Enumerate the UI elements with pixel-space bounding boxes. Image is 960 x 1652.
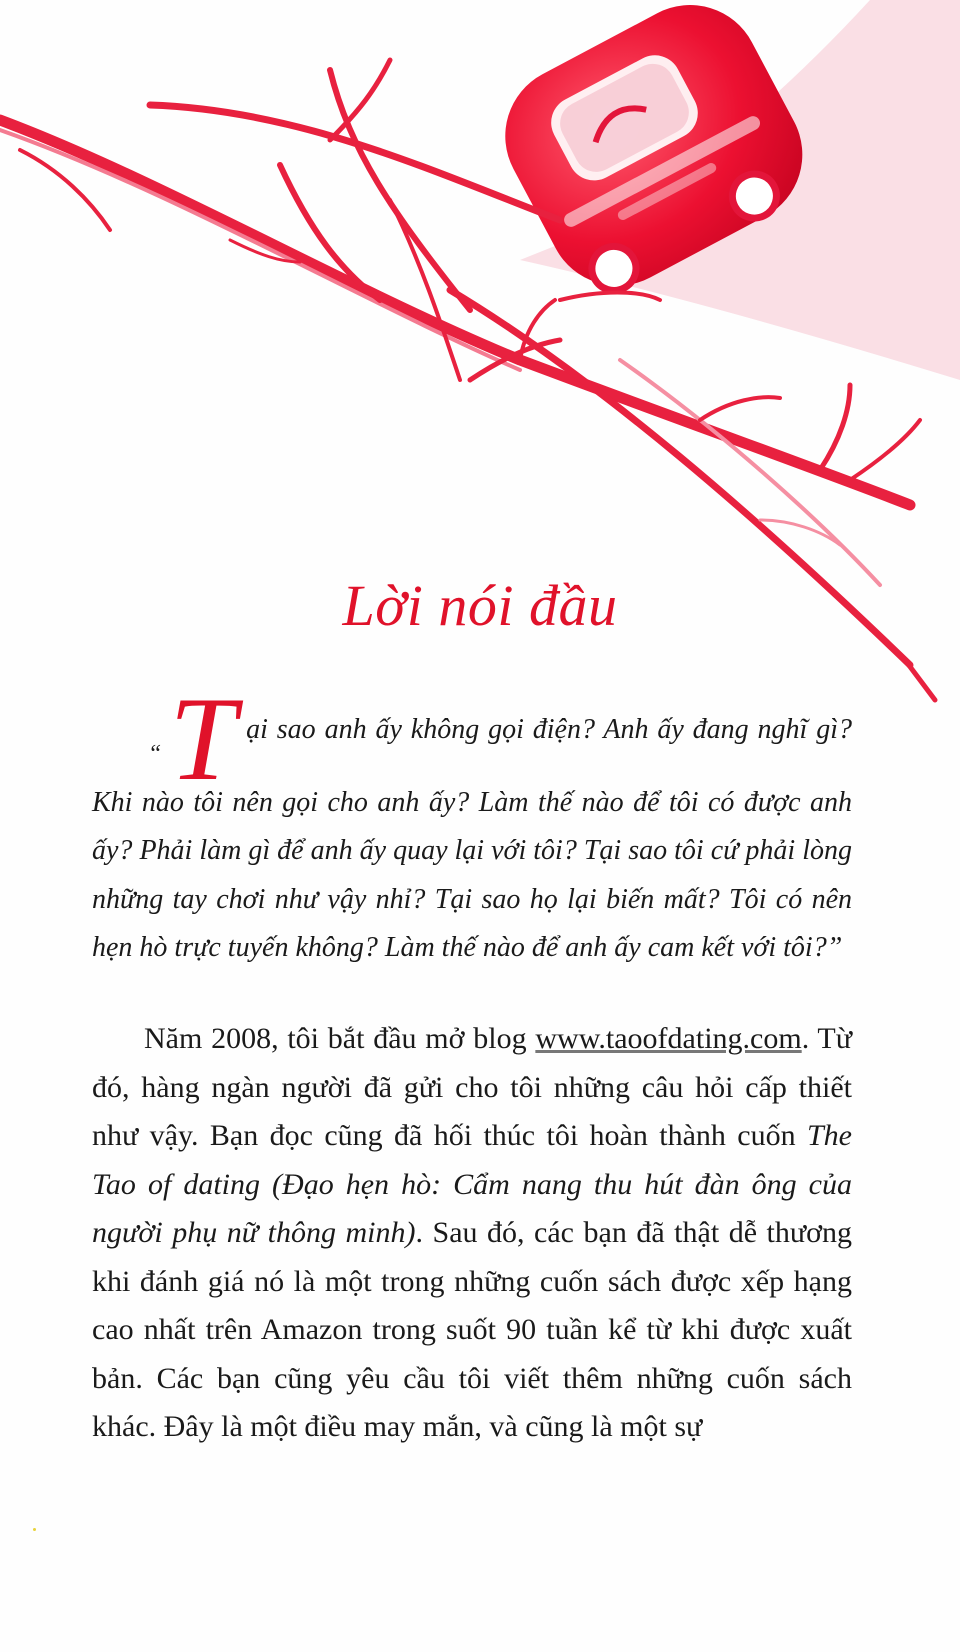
dropcap-letter: T [169,671,237,805]
quote-text: ại sao anh ấy không gọi điện? Anh ấy đang nghĩ gì? Khi nào tôi nên gọi cho anh ấy? Làm thế nào để tôi có được anh ấy? Phải làm gì để anh ấy quay lại với tôi? Tại sao tôi cứ phải lòng những tay chơi như vậy nhỉ? Tại sao họ lại biến mất? Tôi có nên hẹn hò trực tuyến không? Làm thế nào để anh ấy cam kết với tôi?” [92,714,852,963]
paragraph-part-1: Năm 2008, tôi bắt đầu mở blog [144,1022,536,1055]
opening-quote [92,671,852,973]
paragraph-part-3: . Sau đó, các bạn đã thật dễ thương khi đánh giá nó là một trong những cuốn sách được xếp hạng cao nhất trên Amazon trong suốt 90 tuần kể từ khi được xuất bản. Các bạn cũng yêu cầu tôi viết thêm những cuốn sách khác. Đây là một điều may mắn, và cũng là một sự [92,1216,852,1443]
print-speck [33,1528,36,1531]
body-paragraph [92,1015,852,1452]
page-title: Lời nói đầu [342,573,618,638]
blog-url-link[interactable]: www.taoofdating.com [535,1022,802,1055]
open-quote-mark: “ [148,741,162,767]
paragraph-part-2: . Từ đó, hàng ngàn người đã gửi cho tôi những câu hỏi cấp thiết như vậy. Bạn đọc cũng đã hối thúc tôi hoàn thành cuốn [92,1022,852,1152]
book-title: The Tao of dating (Đạo hẹn hò: Cẩm nang thu hút đàn ông của người phụ nữ thông minh) [92,1119,852,1249]
